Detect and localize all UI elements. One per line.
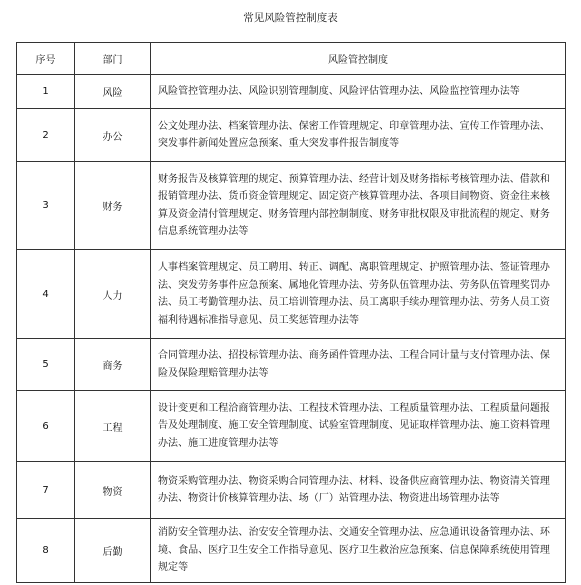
row-no: 4 — [17, 250, 75, 339]
header-no: 序号 — [17, 43, 75, 75]
table-row — [17, 462, 566, 519]
row-rules: 合同管理办法、招投标管理办法、商务函件管理办法、工程合同计量与支付管理办法、保险及保险理赔管理办法等 — [158, 350, 550, 379]
row-dept: 商务 — [75, 339, 151, 391]
table-row — [17, 391, 566, 462]
row-no: 7 — [17, 462, 75, 519]
table-row — [17, 75, 566, 109]
row-rules: 消防安全管理办法、治安安全管理办法、交通安全管理办法、应急通讯设备管理办法、环境、食品、医疗卫生安全工作指导意见、医疗卫生救治应急预案、信息保障系统使用管理规定等 — [158, 527, 550, 574]
row-dept: 风险 — [75, 75, 151, 109]
row-rules: 风险管控管理办法、风险识别管理制度、风险评估管理办法、风险监控管理办法等 — [158, 85, 520, 97]
row-no: 5 — [17, 339, 75, 391]
row-dept: 财务 — [75, 162, 151, 250]
row-no: 6 — [17, 391, 75, 462]
row-dept: 物资 — [75, 462, 151, 519]
row-dept: 工程 — [75, 391, 151, 462]
row-rules: 公文处理办法、档案管理办法、保密工作管理规定、印章管理办法、宣传工作管理办法、突发事件新闻处置应急预案、重大突发事件报告制度等 — [158, 120, 550, 149]
row-no: 3 — [17, 162, 75, 250]
table-row — [17, 339, 566, 391]
row-rules: 设计变更和工程洽商管理办法、工程技术管理办法、工程质量管理办法、工程质量问题报告及处理制度、施工安全管理制度、试验室管理制度、见证取样管理办法、施工资料管理办法、施工进度管理办法等 — [158, 402, 550, 449]
table-row — [17, 109, 566, 162]
header-dept: 部门 — [75, 43, 151, 75]
table-row — [17, 162, 566, 250]
row-no: 1 — [17, 75, 75, 109]
table-row — [17, 250, 566, 339]
page-title: 常见风险管控制度表 — [243, 12, 338, 24]
row-dept: 办公 — [75, 109, 151, 162]
header-rules: 风险管控制度 — [151, 43, 566, 75]
row-dept: 后勤 — [75, 519, 151, 583]
row-no: 8 — [17, 519, 75, 583]
table-row — [17, 519, 566, 583]
row-dept: 人力 — [75, 250, 151, 339]
row-rules: 财务报告及核算管理的规定、预算管理办法、经营计划及财务指标考核管理办法、借款和报销管理办法、货币资金管理规定、固定资产核算管理办法、各项目间物资、资金往来核算及资金清付管理规定、财务管理内部控制制度、财务审批权限及审批流程的规定、财务信息系统管理办法等 — [158, 173, 550, 237]
row-no: 2 — [17, 109, 75, 162]
row-rules: 人事档案管理规定、员工聘用、转正、调配、离职管理规定、护照管理办法、签证管理办法、突发劳务事件应急预案、属地化管理办法、劳务队伍管理办法、劳务队伍管理奖罚办法、员工考勤管理办法、员工培训管理办法、员工离职手续办理管理办法、劳务人员工资福利待遇标准指导意见、员工奖惩管理办法等 — [158, 262, 550, 326]
risk-control-table — [16, 42, 566, 583]
row-rules: 物资采购管理办法、物资采购合同管理办法、材料、设备供应商管理办法、物资清关管理办法、物资计价核算管理办法、场（厂）站管理办法、物资进出场管理办法等 — [158, 475, 550, 504]
table-header-row — [17, 43, 566, 75]
